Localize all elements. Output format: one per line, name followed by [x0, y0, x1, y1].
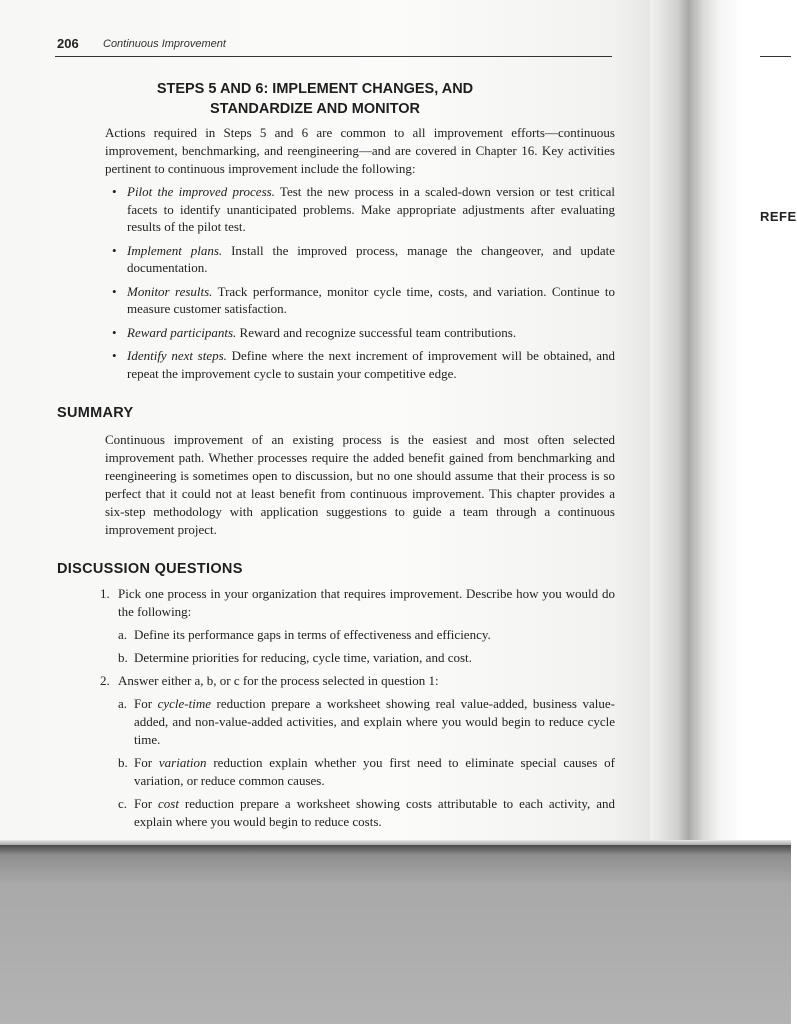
steps-heading-line1: STEPS 5 AND 6: IMPLEMENT CHANGES, AND: [156, 81, 474, 97]
subquestion-letter: c.: [118, 796, 128, 811]
text-rest: reduction explain whether you first need to eliminate special causes of variation, or reduce common causes.: [134, 755, 615, 788]
subquestion-letter: a.: [118, 696, 128, 711]
right-page-heading: REFE: [760, 209, 797, 224]
question-text: Answer either a, b, or c for the process selected in question 1:: [118, 673, 439, 688]
question-text: Pick one process in your organization that requires improvement. Describe how you would do the following:: [118, 586, 615, 619]
discussion-questions: [100, 585, 615, 836]
bullet-text: Define where the next increment of improvement will be obtained, and repeat the improvement cycle to sustain your competitive edge.: [127, 348, 615, 381]
question-number: 1.: [100, 586, 110, 601]
italic-term: cycle-time: [157, 696, 212, 711]
bullet-text: Test the new process in a scaled-down version or test critical facets to identify unanticipated problems. Make appropriate adjustments after evaluating results of the pilot test.: [127, 184, 615, 234]
question-2a: [118, 695, 615, 749]
question-1b: [118, 649, 615, 667]
steps-heading-line2: STANDARDIZE AND MONITOR: [210, 101, 420, 117]
bullet-lead: Pilot the improved process.: [127, 184, 275, 199]
text-rest: reduction prepare a worksheet showing costs attributable to each activity, and explain where you would begin to reduce costs.: [134, 796, 615, 829]
question-2c: [118, 795, 615, 831]
subquestion-letter: b.: [118, 650, 128, 665]
text-prefix: For: [134, 796, 159, 811]
subquestion-letter: b.: [118, 755, 128, 770]
list-item: [110, 242, 615, 277]
text-prefix: For: [134, 696, 158, 711]
subquestion-letter: a.: [118, 627, 128, 642]
bullet-lead: Monitor results.: [127, 283, 213, 299]
question-2: [100, 672, 615, 690]
text-rest: reduction prepare a worksheet showing real value-added, business value-added, and non-value-added activities, and explain where you would begin to reduce cycle time.: [134, 696, 615, 747]
book-gutter: [650, 0, 720, 850]
list-item: [110, 324, 615, 342]
subquestion-text: [134, 795, 615, 831]
intro-paragraph: Actions required in Steps 5 and 6 are common to all improvement efforts—continuous improvement, benchmarking, and reengineering—and are covered in Chapter 16. Key activities pertinent to continuous improvement include the following:: [105, 125, 615, 176]
activities-list: [110, 183, 615, 388]
question-2b: [118, 754, 615, 790]
bullet-text: Install the improved process, manage the changeover, and update documentation.: [127, 242, 615, 275]
bullet-text: Reward and recognize successful team contributions.: [236, 324, 517, 340]
right-page: [710, 0, 791, 850]
bullet-lead: Reward participants.: [127, 324, 237, 340]
summary-heading: SUMMARY: [57, 405, 134, 421]
summary-paragraph: Continuous improvement of an existing process is the easiest and most often selected improvement path. Whether processes require the added benefit gained from benchmarking and reengineering is sometimes open to discussion, but no one should assume that their process is so perfect that it could not at least benefit from continuous improvement. This chapter provides a six-step methodology with application suggestions to guide a team through a continuous improvement project.: [105, 432, 615, 537]
running-head: Continuous Improvement: [103, 38, 226, 50]
bullet-text: Track performance, monitor cycle time, costs, and variation. Continue to measure customer satisfaction.: [127, 283, 615, 316]
question-1: [100, 585, 615, 621]
subquestion-text: [134, 754, 615, 790]
subquestion-text: Define its performance gaps in terms of effectiveness and efficiency.: [134, 627, 491, 642]
italic-term: variation: [158, 755, 207, 770]
list-item: [110, 183, 615, 236]
discussion-heading: DISCUSSION QUESTIONS: [57, 561, 243, 577]
page-number: 206: [57, 36, 79, 51]
right-page-rule: [760, 56, 791, 57]
bullet-lead: Implement plans.: [127, 242, 223, 258]
subquestion-text: Determine priorities for reducing, cycle time, variation, and cost.: [134, 650, 472, 665]
question-number: 2.: [100, 673, 110, 688]
header-rule: [55, 56, 612, 57]
scanner-background: [0, 845, 791, 1024]
list-item: [110, 283, 615, 318]
subquestion-text: [134, 695, 615, 749]
steps-heading: [105, 79, 525, 119]
question-1a: [118, 626, 615, 644]
italic-term: cost: [158, 796, 179, 811]
text-prefix: For: [134, 755, 159, 770]
bullet-lead: Identify next steps.: [127, 348, 227, 363]
list-item: [110, 347, 615, 382]
